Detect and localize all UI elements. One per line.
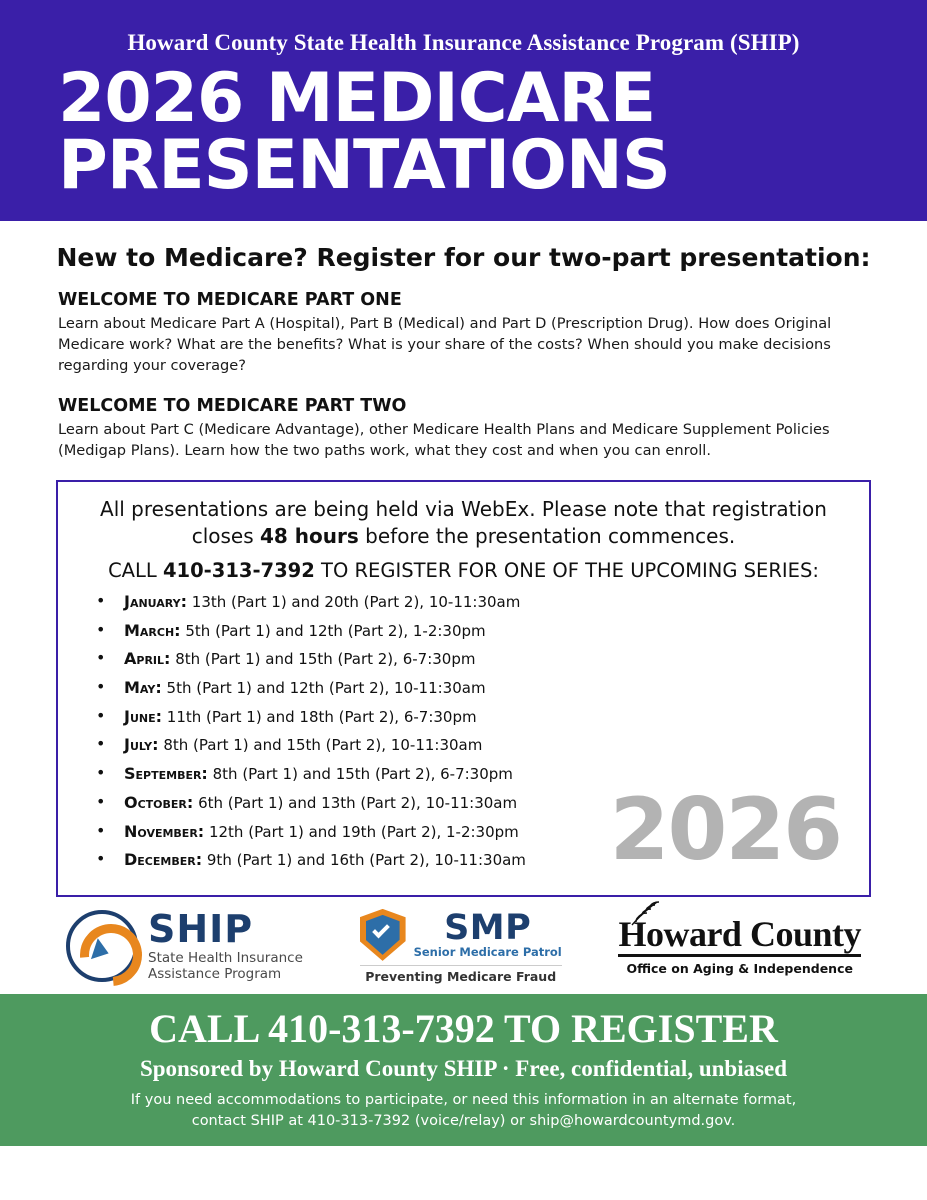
smp-logo-tagline: Preventing Medicare Fraud xyxy=(360,965,562,984)
webex-notice-pre: All presentations are being held via WebEx. Please note that registration closes xyxy=(100,496,827,549)
page-title-line2: PRESENTATIONS xyxy=(58,125,670,205)
schedule-detail: 5th (Part 1) and 12th (Part 2), 10-11:30am xyxy=(166,679,486,698)
year-watermark: 2026 xyxy=(609,779,841,880)
list-item xyxy=(90,707,855,726)
header-organization: Howard County State Health Insurance Assistance Program (SHIP) xyxy=(127,30,800,55)
schedule-detail: 13th (Part 1) and 20th (Part 2), 10-11:30am xyxy=(191,593,521,612)
list-item xyxy=(90,621,855,640)
schedule-month: October: xyxy=(124,792,194,812)
body-content xyxy=(0,221,927,897)
schedule-month: June: xyxy=(124,706,163,726)
list-item xyxy=(90,850,855,869)
part-one-heading: WELCOME TO MEDICARE PART ONE xyxy=(58,290,402,311)
wheat-icon xyxy=(624,900,664,926)
schedule-month: December: xyxy=(124,850,203,870)
ship-swoosh-icon xyxy=(66,910,138,982)
smp-logo-row xyxy=(360,909,562,961)
list-item xyxy=(90,678,855,697)
part-one-body: Learn about Medicare Part A (Hospital), Part B (Medical) and Part D (Prescription Drug). How does Original Medicare work? What are the benefits? What is your share of the costs? When should you make decisions regarding your coverage? xyxy=(58,315,832,374)
smp-logo xyxy=(360,909,562,984)
schedule-month: July: xyxy=(124,735,159,755)
page-title xyxy=(0,59,927,205)
list-item xyxy=(90,735,855,754)
schedule-list xyxy=(72,592,855,869)
page-title-line1: 2026 MEDICARE xyxy=(58,59,656,138)
list-item xyxy=(90,649,855,668)
footer-accessibility-line2: contact SHIP at 410-313-7392 (voice/relay) or ship@howardcountymd.gov. xyxy=(191,1112,736,1129)
schedule-detail: 8th (Part 1) and 15th (Part 2), 6-7:30pm xyxy=(212,765,513,784)
smp-logo-subtitle: Senior Medicare Patrol xyxy=(413,944,562,959)
webex-notice-post: before the presentation commences. xyxy=(358,524,736,549)
section-spacer xyxy=(56,376,871,396)
part-two-heading: WELCOME TO MEDICARE PART TWO xyxy=(58,396,407,417)
call-suffix: TO REGISTER FOR ONE OF THE UPCOMING SERIES: xyxy=(314,559,819,583)
schedule-month: May: xyxy=(124,678,162,698)
footer-accessibility-line1: If you need accommodations to participate, or need this information in an alternate format, xyxy=(130,1091,797,1108)
schedule-month: January: xyxy=(124,592,188,612)
footer-sponsor: Sponsored by Howard County SHIP · Free, confidential, unbiased xyxy=(139,1055,788,1081)
smp-logo-text xyxy=(413,907,562,960)
call-prefix: CALL xyxy=(108,559,163,583)
header-banner xyxy=(0,0,927,221)
schedule-detail: 9th (Part 1) and 16th (Part 2), 10-11:30am xyxy=(206,851,526,870)
lead-question: New to Medicare? Register for our two-part presentation: xyxy=(56,243,871,273)
ship-logo-subtitle-line2: Assistance Program xyxy=(148,966,282,983)
registration-box xyxy=(56,480,871,897)
list-item xyxy=(90,592,855,611)
call-to-register-line xyxy=(72,559,855,582)
logo-row xyxy=(0,897,927,994)
howard-county-name: Howard County xyxy=(618,916,861,957)
check-icon xyxy=(372,921,390,939)
shield-check-icon xyxy=(360,909,406,961)
schedule-month: November: xyxy=(124,821,205,841)
howard-county-subtitle: Office on Aging & Independence xyxy=(626,961,853,977)
schedule-month: March: xyxy=(124,620,181,640)
ship-logo xyxy=(66,906,303,984)
schedule-detail: 5th (Part 1) and 12th (Part 2), 1-2:30pm xyxy=(185,621,486,640)
list-item xyxy=(90,764,855,783)
schedule-month: April: xyxy=(124,649,171,669)
ship-logo-name: SHIP xyxy=(148,906,254,951)
schedule-detail: 6th (Part 1) and 13th (Part 2), 10-11:30am xyxy=(198,793,518,812)
schedule-detail: 12th (Part 1) and 19th (Part 2), 1-2:30pm xyxy=(208,822,519,841)
phone-number[interactable]: 410-313-7392 xyxy=(162,559,315,583)
footer-call-to-action: CALL 410-313-7392 TO REGISTER xyxy=(149,1005,778,1051)
ship-logo-subtitle xyxy=(148,950,303,984)
smp-logo-name: SMP xyxy=(444,907,532,948)
schedule-detail: 8th (Part 1) and 15th (Part 2), 10-11:30am xyxy=(163,736,483,755)
footer-accessibility xyxy=(40,1090,887,1132)
schedule-detail: 11th (Part 1) and 18th (Part 2), 6-7:30pm xyxy=(166,707,477,726)
ship-arrow-icon xyxy=(91,939,112,965)
webex-notice-hours: 48 hours xyxy=(260,524,359,549)
ship-logo-text xyxy=(148,906,303,984)
list-item xyxy=(90,793,855,812)
webex-notice xyxy=(72,496,855,551)
schedule-month: September: xyxy=(124,764,208,784)
list-item xyxy=(90,822,855,841)
footer-banner xyxy=(0,994,927,1146)
ship-logo-subtitle-line1: State Health Insurance xyxy=(148,949,303,966)
howard-county-logo xyxy=(618,916,861,976)
schedule-detail: 8th (Part 1) and 15th (Part 2), 6-7:30pm xyxy=(175,650,476,669)
part-two-body: Learn about Part C (Medicare Advantage), other Medicare Health Plans and Medicare Supplement Policies (Medigap Plans). Learn how the two paths work, what they cost and when you can enroll. xyxy=(58,421,830,460)
